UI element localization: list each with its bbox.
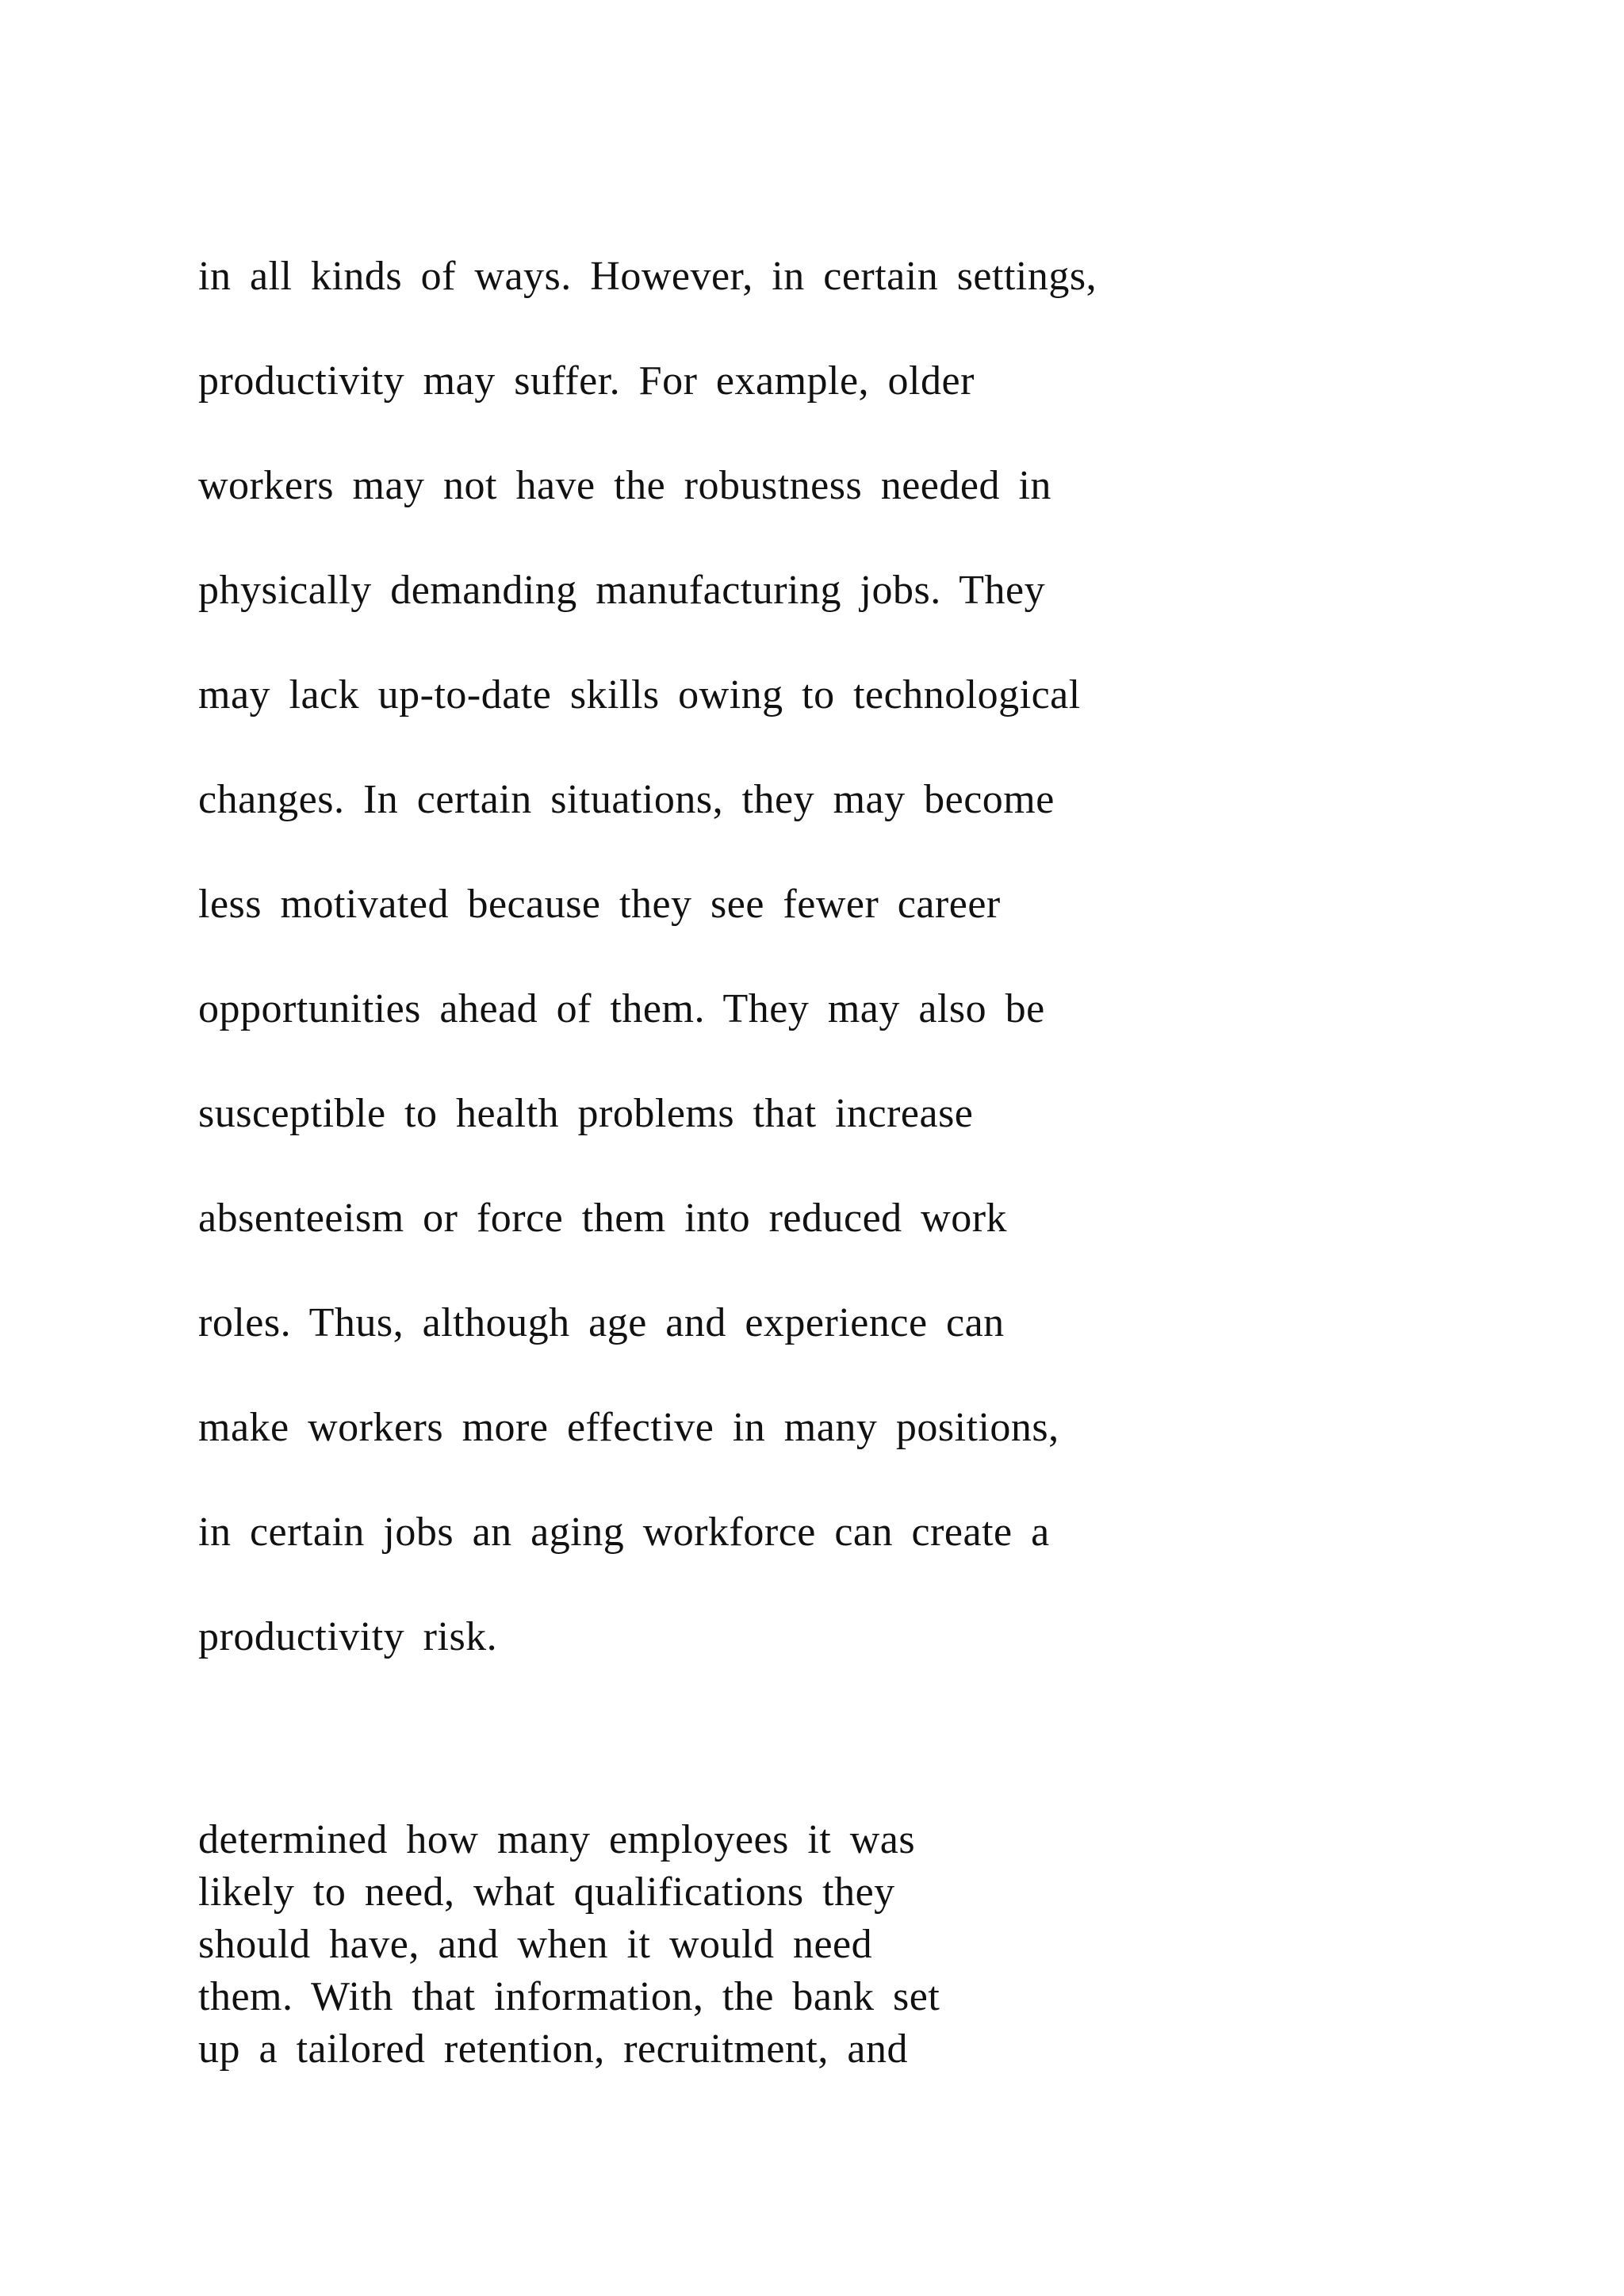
- text-line: changes. In certain situations, they may become: [198, 777, 1055, 822]
- text-line: opportunities ahead of them. They may also be: [198, 986, 1045, 1031]
- text-line: up a tailored retention, recruitment, and: [198, 2026, 908, 2072]
- text-line: roles. Thus, although age and experience can: [198, 1300, 1005, 1345]
- text-line: less motivated because they see fewer career: [198, 882, 1001, 927]
- text-line: physically demanding manufacturing jobs. They: [198, 568, 1046, 613]
- text-line: workers may not have the robustness needed in: [198, 463, 1051, 508]
- text-line: in all kinds of ways. However, in certain settings,: [198, 254, 1097, 299]
- text-line: productivity risk.: [198, 1614, 498, 1659]
- text-line: them. With that information, the bank set: [198, 1974, 940, 2019]
- text-line: productivity may suffer. For example, older: [198, 358, 975, 404]
- text-line: absenteeism or force them into reduced work: [198, 1196, 1008, 1241]
- text-line: may lack up-to-date skills owing to technological: [198, 672, 1081, 718]
- text-line: should have, and when it would need: [198, 1922, 873, 1967]
- paragraph-aging-workforce: [198, 238, 1467, 1703]
- text-line: make workers more effective in many positions,: [198, 1405, 1059, 1450]
- text-line: in certain jobs an aging workforce can create a: [198, 1510, 1050, 1555]
- text-line: likely to need, what qualifications they: [198, 1869, 895, 1915]
- paragraph-bank-planning: [198, 1814, 1467, 2076]
- text-line: susceptible to health problems that increase: [198, 1091, 974, 1136]
- text-line: determined how many employees it was: [198, 1817, 916, 1862]
